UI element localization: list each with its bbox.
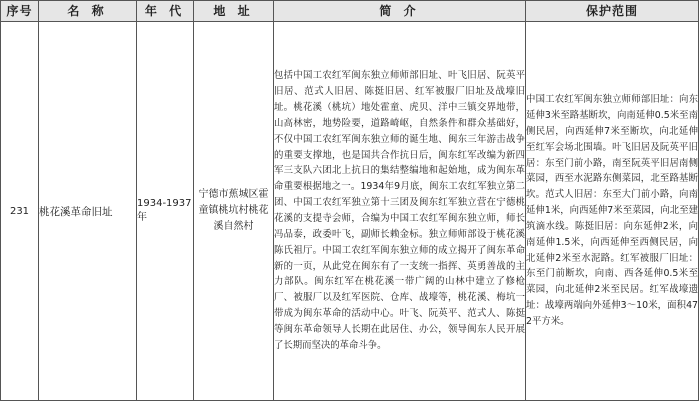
protection-text: 中国工农红军闽东独立师师部旧址：向东延伸3米至路基断坎，向南延伸0.5米至南侧民居，向西延伸7米至断坎，向北延伸至红军会场北围墙。叶飞旧居及阮英平旧居：东至门前小路，南至阮英平旧居南侧菜园，西至水泥路东侧菜园，北至路基断坎。范式人旧居：东至大门前小路，向南延伸1米，向西延伸7米至菜园，向北至建筑滴水线。陈挺旧居：向东延伸2米，向南延伸1.5米，向西延伸至西侧民居，向北延伸2米至水泥路。红军被服厂旧址：东至门前断坎，向南、西各延伸0.5米至菜园，向北延伸2米至民居。红军战壕遗址：战壕两端向外延伸3～10米，面积472平方米。 (526, 94, 698, 327)
header-no: 序号 (1, 1, 39, 22)
intro-text: 包括中国工农红军闽东独立师师部旧址、叶飞旧居、阮英平旧居、范式人旧居、陈挺旧居、红军被服厂旧址及战壕旧址。桃花溪（桃坑）地处霍童、虎贝、洋中三镇交界地带，山高林密，地势险要，道路崎岖，自然条件和群众基础好，不仅中国工农红军闽东独立师的诞生地、闽东三年游击战争的重要支撑地，也是国共合作抗日后，闽东红军改编为新四军三支队六团北上抗日的集结整编地和起始地，成为闽东革命重要根据地之一。1934年9月底，闽东工农红军独立第二团、中国工农红军独立第十三团及闽东红军独立营在宁德桃花溪的支提寺会师，合编为中国工农红军闽东独立师，师长冯品泰，政委叶飞，副师长赖金标。独立师师部设于桃花溪陈氏祖厅。中国工农红军闽东独立师的成立揭开了闽东革命新的一页，从此党在闽东有了一支统一指挥、英勇善战的主力部队。闽东红军在桃花溪一带广阔的山林中建立了修枪厂、被服厂以及红军医院、仓库、战壕等，桃花溪、梅坑一带成为闽东革命的活动中心。叶飞、阮英平、范式人、陈挺等闽东革命领导人长期在此居住、办公，领导闽东人民开展了长期而坚决的革命斗争。 (274, 70, 525, 351)
cell-no: 231 (1, 22, 39, 401)
table-header-row (1, 1, 699, 22)
cell-name: 桃花溪革命旧址 (39, 22, 137, 401)
cell-protection (526, 22, 699, 401)
header-name: 名 称 (39, 1, 137, 22)
header-address: 地 址 (194, 1, 274, 22)
cell-address: 宁德市蕉城区霍童镇桃坑村桃花溪自然村 (194, 22, 274, 401)
cell-intro (274, 22, 526, 401)
table-row (1, 22, 699, 401)
header-intro: 简 介 (274, 1, 526, 22)
header-era: 年 代 (137, 1, 194, 22)
header-protection: 保护范围 (526, 1, 699, 22)
cell-era: 1934-1937年 (137, 22, 194, 401)
